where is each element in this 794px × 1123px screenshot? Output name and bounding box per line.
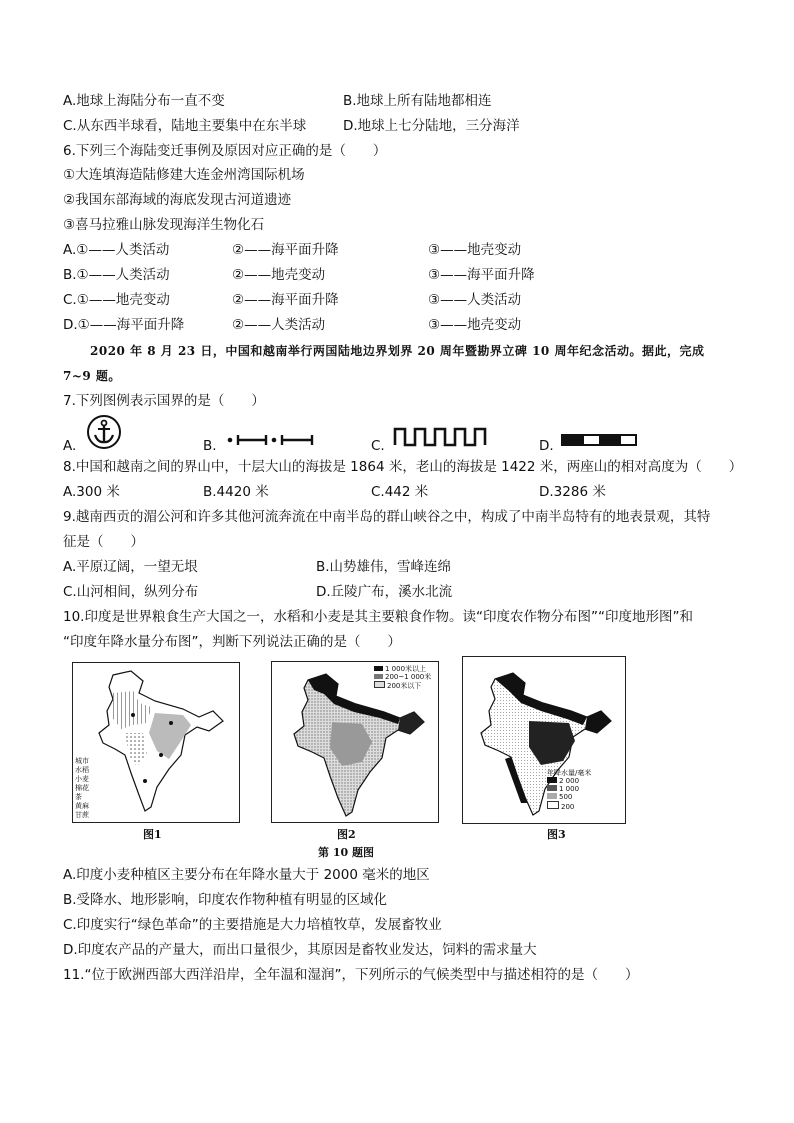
crop-legend-city: 城市 [75, 757, 89, 765]
q6-case-1: ①大连填海造陆修建大连金州湾国际机场 [63, 167, 305, 183]
crop-legend-tea: 茶 [75, 793, 82, 801]
terrain-legend-mid: 200~1 000米 [374, 673, 431, 681]
precip-legend [547, 769, 591, 811]
india-terrain-map [271, 661, 439, 823]
q8-option-c: C.442 米 [371, 484, 429, 500]
q9-option-b: B.山势雄伟，雪峰连绵 [316, 559, 452, 575]
crop-legend-wheat: 小麦 [75, 775, 89, 783]
q11-stem: 11.“位于欧洲西部大西洋沿岸，全年温和湿润”，下列所示的气候类型中与描述相符的是（ ） [63, 967, 639, 983]
q7-option-c: C. [371, 438, 385, 454]
q5-option-b: B.地球上所有陆地都相连 [343, 93, 492, 109]
precip-legend-2000: 2 000 [547, 777, 591, 785]
q5-option-d: D.地球上七分陆地，三分海洋 [343, 118, 520, 134]
q6-option-d-1: D.①——海平面升降 [63, 317, 185, 333]
terrain-legend [374, 665, 431, 690]
crop-legend-jute: 黄麻 [75, 802, 89, 810]
q6-case-2: ②我国东部海域的海底发现古河道遗迹 [63, 192, 292, 208]
q7-option-b: B. [203, 438, 217, 454]
crop-legend-cotton: 棉花 [75, 784, 89, 792]
q9-stem-1: 9.越南西贡的湄公河和许多其他河流奔流在中南半岛的群山峡谷之中，构成了中南半岛特有的地表景观，其特 [63, 509, 711, 525]
q10-option-a: A.印度小麦种植区主要分布在年降水量大于 2000 毫米的地区 [63, 867, 430, 883]
q9-stem-2: 征是（ ） [63, 534, 144, 550]
q10-stem-1: 10.印度是世界粮食生产大国之一，水稻和小麦是其主要粮食作物。读“印度农作物分布图”“印度地形图”和 [63, 609, 693, 625]
q10-stem-2: “印度年降水量分布图”，判断下列说法正确的是（ ） [63, 634, 401, 650]
q6-case-3: ③喜马拉雅山脉发现海洋生物化石 [63, 217, 265, 233]
q6-option-a-3: ③——地壳变动 [428, 242, 522, 258]
terrain-legend-low: 200米以下 [374, 681, 431, 690]
q6-option-c-3: ③——人类活动 [428, 292, 522, 308]
terrain-legend-high: 1 000米以上 [374, 665, 431, 673]
boundary-dash-dot-icon [226, 432, 316, 448]
intro-line-2: 7~9 题。 [63, 369, 121, 383]
precip-legend-200: 200 [547, 801, 591, 811]
q10-option-d: D.印度农产品的产量大，而出口量很少，其原因是畜牧业发达，饲料的需求量大 [63, 942, 537, 958]
q8-option-d: D.3286 米 [539, 484, 606, 500]
india-precipitation-map [462, 656, 626, 824]
q10-option-b: B.受降水、地形影响，印度农作物种植有明显的区域化 [63, 892, 388, 908]
crop-legend-rice: 水稻 [75, 766, 89, 774]
q8-option-a: A.300 米 [63, 484, 120, 500]
wall-pattern-icon [393, 425, 489, 447]
q8-option-b: B.4420 米 [203, 484, 269, 500]
figure-caption: 第 10 题图 [318, 846, 374, 859]
q6-option-a-1: A.①——人类活动 [63, 242, 170, 258]
india-crop-map-figure [73, 663, 239, 822]
q6-option-d-3: ③——地壳变动 [428, 317, 522, 333]
anchor-icon [86, 414, 122, 450]
q10-option-c: C.印度实行“绿色革命”的主要措施是大力培植牧草，发展畜牧业 [63, 917, 442, 933]
q9-option-a: A.平原辽阔，一望无垠 [63, 559, 198, 575]
q9-option-d: D.丘陵广布，溪水北流 [316, 584, 453, 600]
q6-option-a-2: ②——海平面升降 [232, 242, 339, 258]
crop-legend-sugarcane: 甘蔗 [75, 811, 89, 819]
q8-stem: 8.中国和越南之间的界山中，十层大山的海拔是 1864 米，老山的海拔是 1422 米，两座山的相对高度为（ ） [63, 459, 743, 475]
q6-option-b-3: ③——海平面升降 [428, 267, 535, 283]
railway-pattern-icon [561, 434, 637, 446]
q7-option-d: D. [539, 438, 554, 454]
india-crop-map [72, 662, 240, 823]
q6-option-b-2: ②——地壳变动 [232, 267, 326, 283]
figure-1-label: 图1 [143, 828, 162, 841]
precip-legend-title: 年降水量/毫米 [547, 769, 592, 777]
q7-stem: 7.下列图例表示国界的是（ ） [63, 393, 265, 409]
india-precipitation-map-figure [463, 657, 625, 823]
q6-option-b-1: B.①——人类活动 [63, 267, 170, 283]
figure-2-label: 图2 [337, 828, 356, 841]
q5-option-c: C.从东西半球看，陆地主要集中在东半球 [63, 118, 307, 134]
crop-legend [75, 757, 89, 820]
precip-legend-500: 500 [547, 793, 591, 801]
q5-option-a: A.地球上海陆分布一直不变 [63, 93, 225, 109]
q6-option-d-2: ②——人类活动 [232, 317, 326, 333]
q6-option-c-1: C.①——地壳变动 [63, 292, 170, 308]
q9-option-c: C.山河相间，纵列分布 [63, 584, 199, 600]
q6-option-c-2: ②——海平面升降 [232, 292, 339, 308]
q6-stem: 6.下列三个海陆变迁事例及原因对应正确的是（ ） [63, 143, 387, 159]
figure-3-label: 图3 [547, 828, 566, 841]
precip-legend-1000: 1 000 [547, 785, 591, 793]
intro-line-1: 2020 年 8 月 23 日，中国和越南举行两国陆地边界划界 20 周年暨勘界立碑 10 周年纪念活动。据此，完成 [90, 344, 705, 358]
q7-option-a: A. [63, 438, 77, 454]
